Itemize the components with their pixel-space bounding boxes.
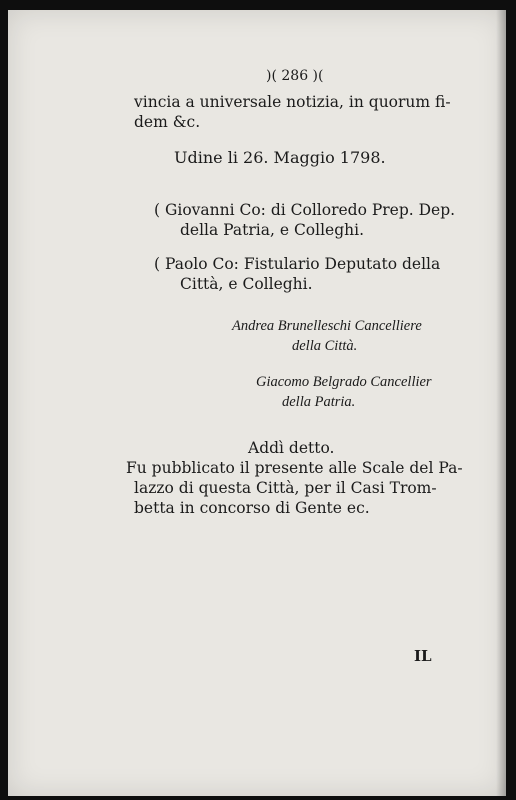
catchword: IL xyxy=(414,647,432,665)
body-line: dem &c. xyxy=(134,113,201,131)
signatory-line: ( Giovanni Co: di Colloredo Prep. Dep. xyxy=(154,201,456,219)
body-line: vincia a universale notizia, in quorum fi- xyxy=(134,93,451,111)
body-line: betta in concorso di Gente ec. xyxy=(134,499,370,517)
addi-line: Addì detto. xyxy=(248,439,335,457)
body-line: Fu pubblicato il presente alle Scale del Pa- xyxy=(126,459,463,477)
chancellor-line: Giacomo Belgrado Cancellier xyxy=(256,374,432,390)
document-page xyxy=(8,10,506,796)
date-line: Udine li 26. Maggio 1798. xyxy=(174,148,386,167)
signatory-line: Città, e Colleghi. xyxy=(180,275,313,293)
chancellor-line: della Patria. xyxy=(282,394,356,410)
page-number: )( 286 )( xyxy=(266,68,324,84)
signatory-line: ( Paolo Co: Fistulario Deputato della xyxy=(154,255,441,273)
body-line: lazzo di questa Città, per il Casi Trom- xyxy=(134,479,437,497)
chancellor-line: Andrea Brunelleschi Cancelliere xyxy=(232,318,422,334)
chancellor-line: della Città. xyxy=(292,338,358,354)
signatory-line: della Patria, e Colleghi. xyxy=(180,221,365,239)
